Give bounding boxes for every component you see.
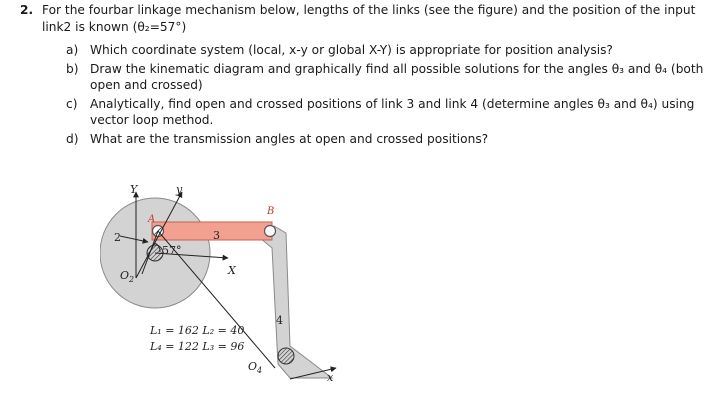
label-O2-sub: 2 (129, 275, 135, 284)
problem-header (20, 2, 710, 35)
part-label: a) (66, 43, 79, 57)
label-y: y (176, 183, 183, 196)
link3-coupler (152, 222, 272, 240)
label-O4-sub: 4 (257, 366, 263, 375)
part-d (66, 131, 710, 148)
label-x: x (327, 371, 334, 384)
problem-parts (66, 42, 710, 147)
label-A: A (148, 214, 156, 225)
label-link2: 2 (114, 231, 121, 244)
problem-statement: For the fourbar linkage mechanism below, lengths of the links (see the figure) and the position of the input link2 is known (θ₂=57°) (42, 3, 696, 34)
lengths-line-1: L₁ = 162 L₂ = 40 (150, 324, 245, 337)
label-O4 (248, 360, 262, 375)
problem-number: 2. (20, 3, 34, 17)
label-O4-main: O (248, 360, 258, 373)
fourbar-linkage-figure (100, 178, 360, 408)
label-Y: Y (130, 183, 138, 196)
label-angle: 57° (162, 244, 182, 257)
label-B: B (267, 206, 275, 217)
lengths-line-2: L₄ = 122 L₃ = 96 (150, 340, 245, 353)
part-text: Analytically, find open and crossed positions of link 3 and link 4 (determine angles θ₃ and θ₄) using vector loop method. (90, 96, 695, 127)
part-label: b) (66, 61, 79, 76)
part-text: Which coordinate system (local, x-y or global X-Y) is appropriate for position analysis? (90, 43, 613, 57)
pin-b (265, 226, 276, 237)
link4-rocker (260, 226, 332, 378)
label-link3: 3 (213, 229, 220, 242)
label-X: X (228, 264, 236, 277)
part-b (66, 61, 710, 94)
part-text: Draw the kinematic diagram and graphically find all possible solutions for the angles θ₃ and θ₄ (both open and crossed) (90, 61, 704, 92)
label-O2-main: O (120, 269, 130, 282)
pivot-o4 (278, 348, 294, 364)
part-label: d) (66, 131, 79, 146)
part-label: c) (66, 96, 78, 111)
label-link4: 4 (276, 314, 283, 327)
part-a (66, 42, 710, 59)
part-text: What are the transmission angles at open and crossed positions? (90, 131, 489, 146)
part-c (66, 96, 710, 129)
problem-2 (20, 2, 710, 149)
